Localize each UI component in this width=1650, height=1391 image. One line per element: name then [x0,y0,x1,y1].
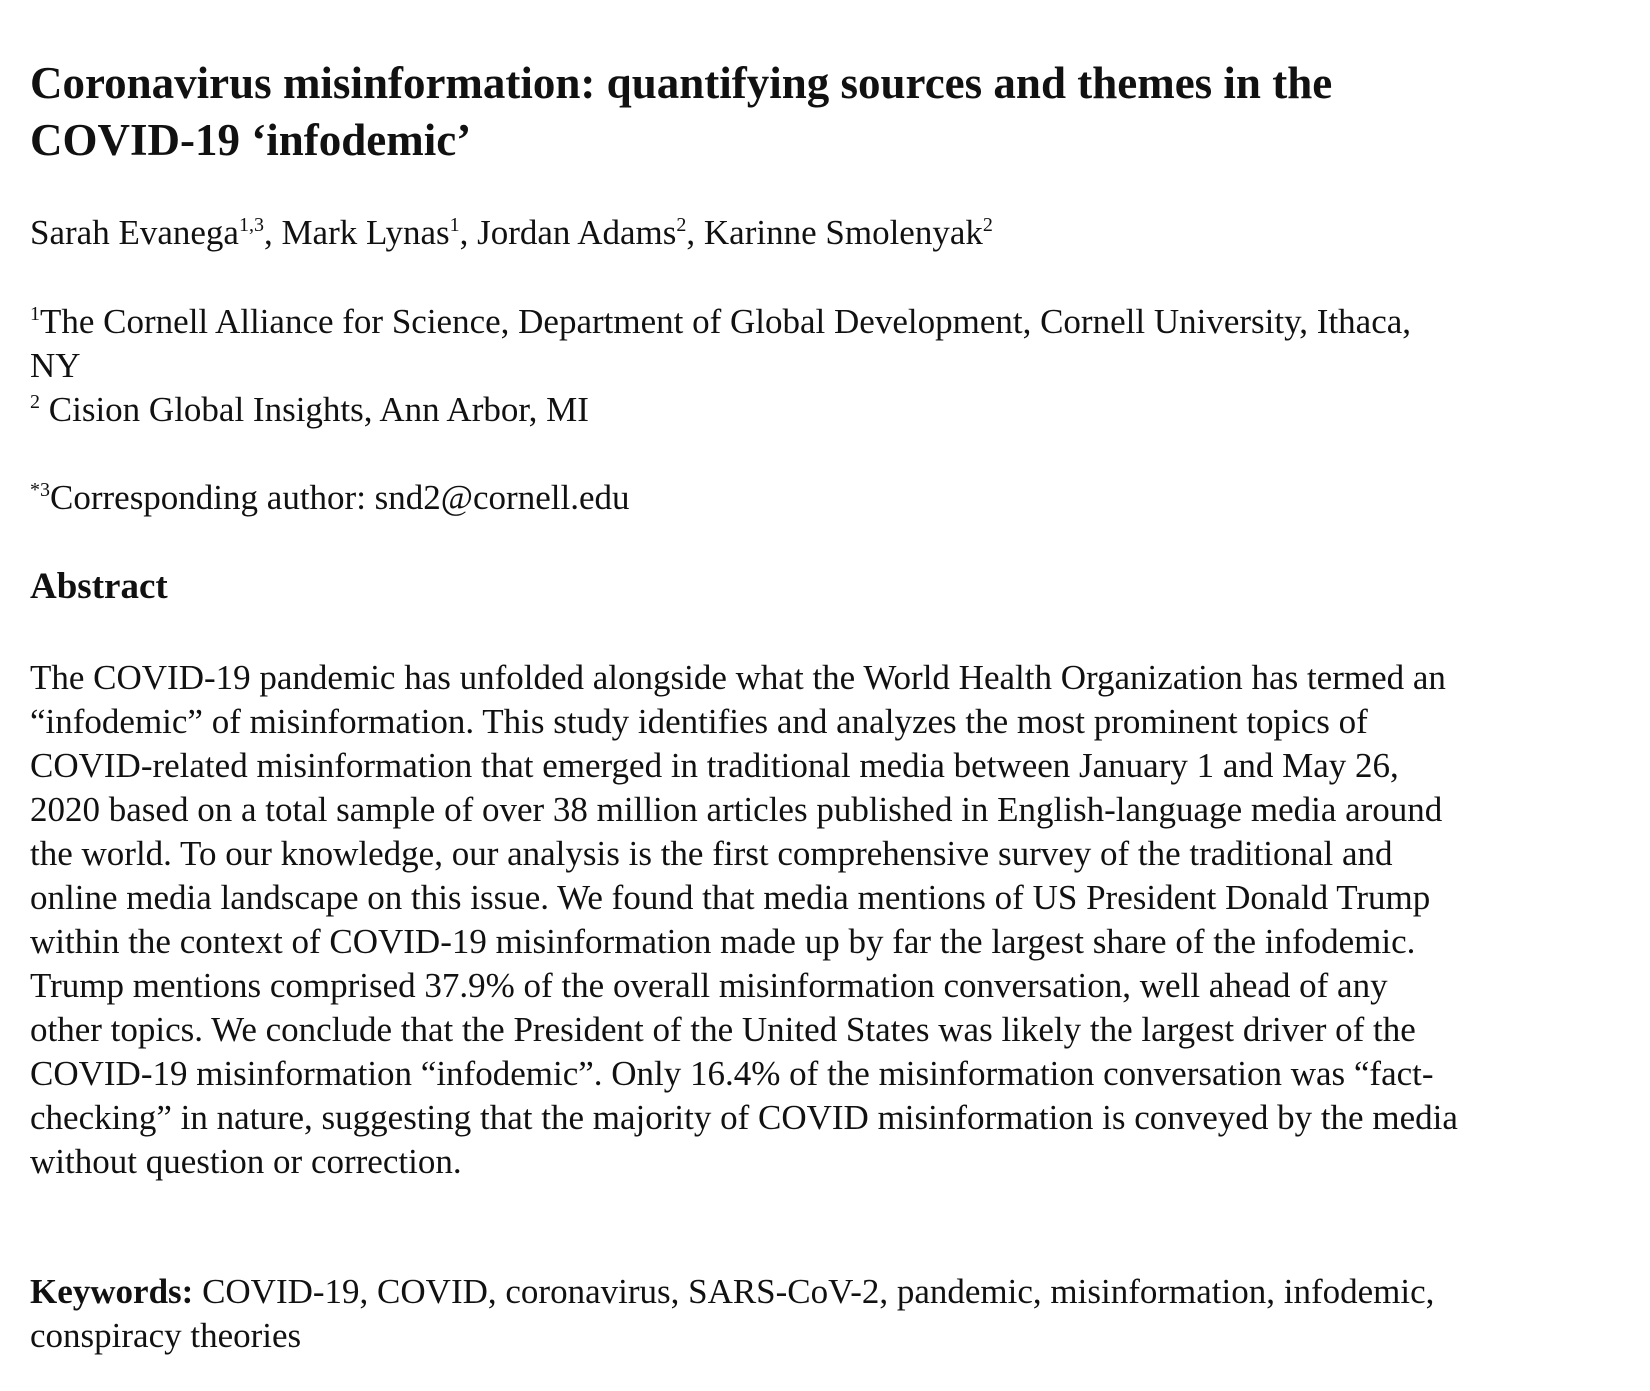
author-affiliation-mark: 1 [449,214,460,236]
affiliation-text: Cision Global Insights, Ann Arbor, MI [40,390,589,429]
author-affiliation-mark: 2 [982,214,993,236]
affiliation-text: The Cornell Alliance for Science, Department of Global Development, Cornell University, Ithaca, [40,302,1412,341]
affiliations [30,300,1590,432]
abstract-line: COVID-related misinformation that emerged in traditional media between January 1 and May 26, [30,746,1399,785]
keywords-line-2: conspiracy theories [30,1316,302,1355]
corresponding-author [30,476,629,520]
abstract-line: COVID-19 misinformation “infodemic”. Only 16.4% of the misinformation conversation was “fact- [30,1054,1434,1093]
abstract-line: the world. To our knowledge, our analysis is the first comprehensive survey of the traditional and [30,834,1393,873]
keywords [30,1270,1620,1358]
abstract-line: without question or correction. [30,1142,462,1181]
abstract-line: The COVID-19 pandemic has unfolded alongside what the World Health Organization has termed an [30,658,1446,697]
abstract-line: Trump mentions comprised 37.9% of the overall misinformation conversation, well ahead of any [30,966,1388,1005]
title-line-2: COVID-19 ‘infodemic’ [30,115,472,165]
keywords-line-1 [30,1270,1620,1314]
abstract-line: online media landscape on this issue. We found that media mentions of US President Donald Trump [30,878,1431,917]
abstract-body [30,656,1620,1184]
author-separator: , [459,213,478,252]
author-name: Mark Lynas [281,213,450,252]
affiliation-2 [30,388,1590,432]
paper-title [30,55,1590,169]
author-affiliation-mark: 2 [676,214,687,236]
author-name: Sarah Evanega [30,213,239,252]
author-separator: , [686,213,704,252]
author-separator: , [263,213,282,252]
keywords-text: COVID-19, COVID, coronavirus, SARS-CoV-2, pandemic, misinformation, infodemic, [193,1272,1435,1311]
author-name: Jordan Adams [477,213,677,252]
abstract-line: other topics. We conclude that the President of the United States was likely the largest driver of the [30,1010,1416,1049]
title-line-1: Coronavirus misinformation: quantifying sources and themes in the [30,58,1333,108]
author-name: Karinne Smolenyak [703,213,983,252]
abstract-line: within the context of COVID-19 misinformation made up by far the largest share of the infodemic. [30,922,1416,961]
affiliation-mark: 1 [30,303,40,325]
author-list [30,211,993,255]
affiliation-1 [30,300,1590,344]
abstract-line: 2020 based on a total sample of over 38 million articles published in English-language media around [30,790,1443,829]
author-affiliation-mark: 1,3 [238,214,264,236]
abstract-line: “infodemic” of misinformation. This study identifies and analyzes the most prominent topics of [30,702,1368,741]
affiliation-1-continued: NY [30,346,81,385]
corresponding-mark: *3 [30,479,50,501]
abstract-heading: Abstract [30,566,168,607]
keywords-label: Keywords: [30,1272,194,1311]
abstract-line: checking” in nature, suggesting that the majority of COVID misinformation is conveyed by the media [30,1098,1458,1137]
corresponding-text: Corresponding author: snd2@cornell.edu [50,478,630,517]
affiliation-mark: 2 [30,391,40,413]
